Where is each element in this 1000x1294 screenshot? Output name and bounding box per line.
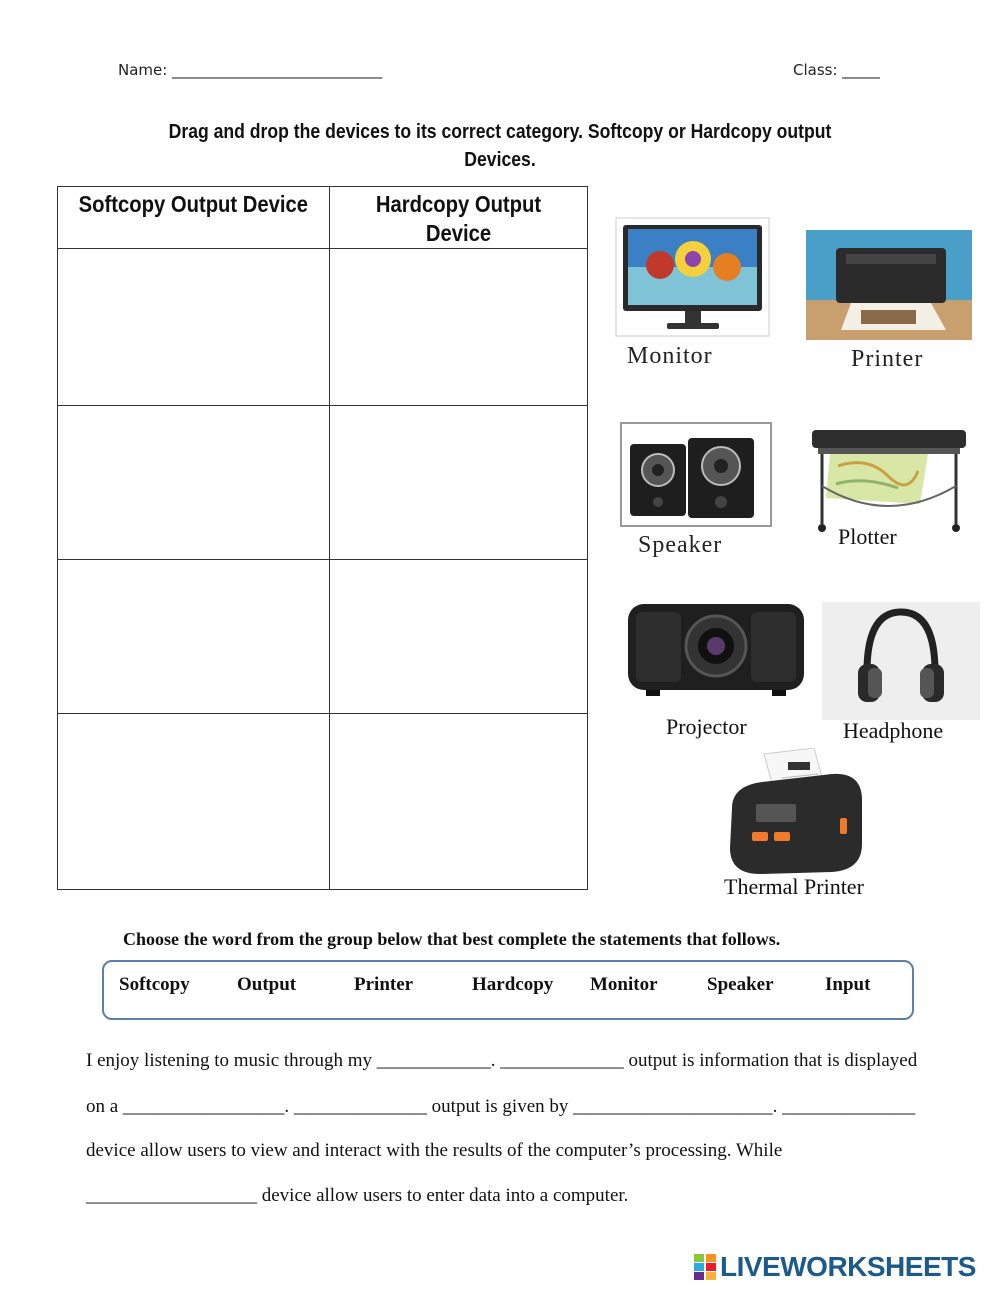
speaker-icon (620, 422, 772, 527)
headphone-draggable[interactable] (822, 602, 980, 743)
fill-in-line-4: __________________ device allow users to enter data into a computer. (86, 1185, 629, 1206)
fill-in-line-1: I enjoy listening to music through my ____________. _____________ output is information that is displayed (86, 1050, 918, 1071)
projector-draggable[interactable] (626, 598, 806, 739)
headphone-icon (822, 602, 980, 720)
plotter-label: Plotter (838, 524, 897, 549)
projector-icon (626, 598, 806, 700)
printer-draggable[interactable] (806, 230, 972, 372)
thermal-printer-draggable[interactable] (722, 748, 870, 899)
printer-label: Printer (851, 346, 924, 372)
sorting-table (57, 186, 588, 890)
thermal-printer-label: Thermal Printer (724, 874, 864, 899)
word-bank-instruction: Choose the word from the group below that best complete the statements that follows. (123, 929, 781, 949)
softcopy-drop-zone-2[interactable] (58, 406, 330, 560)
softcopy-drop-zone-3[interactable] (58, 560, 330, 714)
softcopy-drop-zone-1[interactable] (58, 249, 330, 406)
liveworksheets-logo-icon (694, 1254, 716, 1280)
softcopy-column-header: Softcopy Output Device (58, 187, 330, 249)
word-bank-box (102, 960, 914, 1020)
hardcopy-drop-zone-3[interactable] (330, 560, 588, 714)
hardcopy-drop-zone-4[interactable] (330, 714, 588, 890)
instructions-heading: Drag and drop the devices to its correct category. Softcopy or Hardcopy output Devices. (168, 121, 832, 171)
name-field-label: Name: ____________________________ (118, 61, 383, 79)
word-input: Input (825, 974, 871, 995)
speaker-draggable[interactable] (620, 422, 772, 558)
word-monitor: Monitor (590, 974, 658, 995)
projector-label: Projector (666, 714, 747, 739)
fill-in-line-3: device allow users to view and interact with the results of the computer’s processing. While (86, 1140, 783, 1161)
speaker-label: Speaker (638, 532, 723, 558)
fill-in-line-2: on a _________________. ______________ output is given by _____________________. ______________ (86, 1096, 916, 1117)
hardcopy-drop-zone-2[interactable] (330, 406, 588, 560)
word-speaker: Speaker (707, 974, 774, 995)
headphone-label: Headphone (843, 718, 944, 743)
liveworksheets-logo (694, 1251, 976, 1285)
monitor-icon (615, 217, 770, 337)
hardcopy-column-header: Hardcopy Output Device (330, 187, 588, 249)
plotter-icon (808, 426, 970, 536)
softcopy-drop-zone-4[interactable] (58, 714, 330, 890)
word-hardcopy: Hardcopy (472, 974, 554, 995)
word-output: Output (237, 974, 297, 995)
printer-icon (806, 230, 972, 340)
liveworksheets-logo-text: LIVEWORKSHEETS (720, 1251, 976, 1282)
class-field-label: Class: _____ (793, 61, 880, 79)
hardcopy-drop-zone-1[interactable] (330, 249, 588, 406)
word-softcopy: Softcopy (119, 974, 190, 995)
plotter-draggable[interactable] (808, 426, 970, 549)
monitor-draggable[interactable] (615, 217, 770, 369)
monitor-label: Monitor (627, 343, 713, 369)
word-printer: Printer (354, 974, 414, 995)
thermal-printer-icon (722, 748, 870, 876)
